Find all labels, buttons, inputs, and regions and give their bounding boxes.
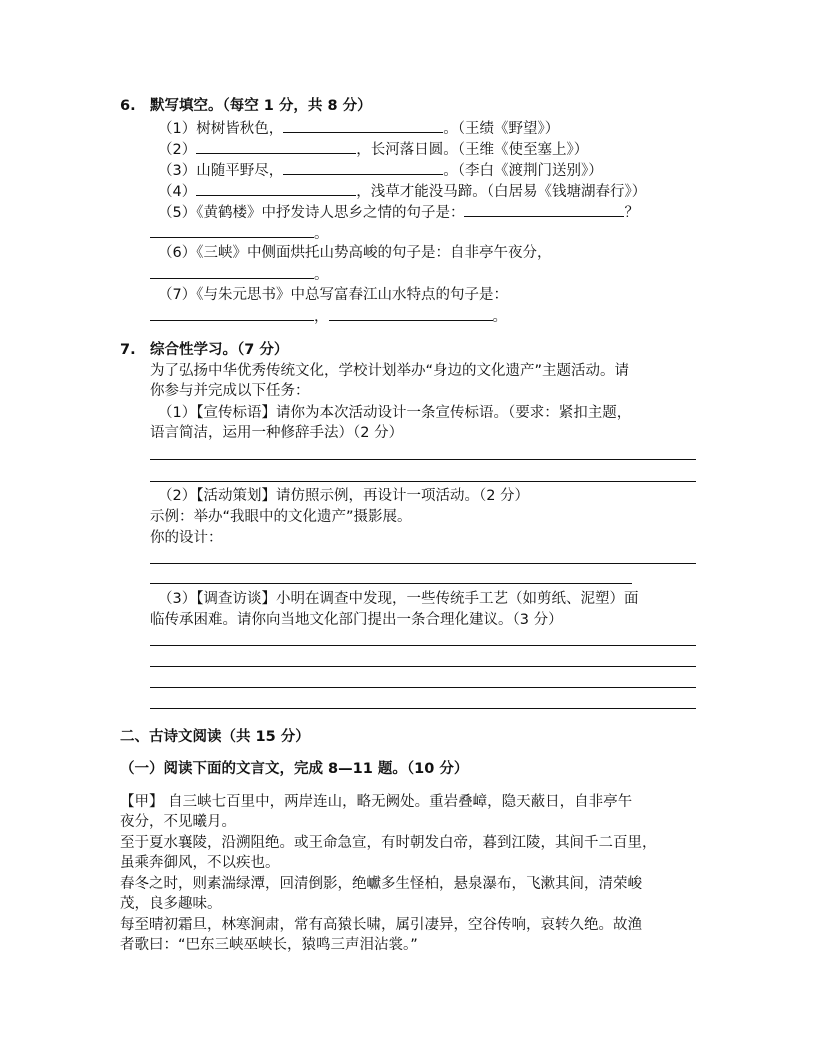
q7-task3-line-1: （3）【调查访谈】小明在调查中发现，一些传统手工艺（如剪纸、泥塑）面 [158,591,639,607]
q6-item-3-text: （3）山随平野尽， [158,163,284,179]
passage-line: 者歌曰：“巴东三峡巫峡长，猿鸣三声泪沾裳。” [120,937,418,953]
q7-intro-line-1: 为了弘扬中华优秀传统文化，学校计划举办“身边的文化遗产”主题活动。请 [150,363,630,379]
q7-task1-line-2: 语言简洁，运用一种修辞手法）（2 分） [150,425,404,441]
q7-intro-line-2: 你参与并完成以下任务： [150,383,310,399]
q6-item-7: （7）《与朱元思书》中总写富春江山水特点的句子是： [158,287,508,303]
section-subheading: （一）阅读下面的文言文，完成 8—11 题。（10 分） [120,761,469,777]
q7-task3-line-2: 临传承困难。请你向当地文化部门提出一条合理化建议。（3 分） [150,612,563,628]
answer-blank[interactable] [150,223,314,238]
passage-line: 春冬之时，则素湍绿潭，回清倒影，绝巘多生怪柏，悬泉瀑布，飞漱其间，清荣峻 [120,876,642,892]
answer-blank[interactable] [150,306,314,321]
q7-task2-yours: 你的设计： [150,530,223,546]
answer-line[interactable] [150,563,696,564]
q6-item-3-source: 。（李白《渡荆门送别》） [443,163,603,179]
q6-item-6-end: 。 [314,267,329,283]
answer-line[interactable] [150,666,696,667]
passage-line: 每至晴初霜旦，林寒涧肃，常有高猿长啸，属引凄异，空谷传响，哀转久绝。故渔 [120,917,642,933]
answer-line[interactable] [150,645,696,646]
answer-blank[interactable] [283,118,443,133]
q6-item-7-cont [150,306,507,328]
q6-item-6: （6）《三峡》中侧面烘托山势高峻的句子是：自非亭午夜分， [158,245,552,261]
passage-line: 茂，良多趣味。 [120,896,222,912]
q6-item-4 [158,181,646,203]
answer-blank[interactable] [196,139,356,154]
q7-task2-line-1: （2）【活动策划】请仿照示例，再设计一项活动。（2 分） [158,488,530,504]
answer-line[interactable] [150,687,696,688]
answer-line[interactable] [150,459,696,460]
q6-item-3 [158,160,603,182]
passage-line: 至于夏水襄陵，沿溯阻绝。或王命急宣，有时朝发白帝，暮到江陵，其间千二百里， [120,835,657,851]
answer-blank[interactable] [150,264,314,279]
q6-item-5 [158,202,639,224]
answer-blank[interactable] [196,181,356,196]
q6-item-2-text: ，长河落日圆。（王维《使至塞上》） [356,142,589,158]
q6-item-2-prefix: （2） [158,142,197,158]
q7-task2-example: 示例：举办“我眼中的文化遗产”摄影展。 [150,509,412,525]
q6-item-5-end: 。 [314,226,329,242]
answer-line[interactable] [150,583,632,584]
passage-line: 虽乘奔御风，不以疾也。 [120,855,280,871]
passage-line: 夜分，不见曦月。 [120,814,236,830]
q6-item-5-mark: ？ [624,205,639,221]
q7-title: 综合性学习。（7 分） [150,342,289,358]
answer-blank[interactable] [464,202,624,217]
answer-line[interactable] [150,708,696,709]
q7-task1-line-1: （1）【宣传标语】请你为本次活动设计一条宣传标语。（要求：紧扣主题， [158,405,632,421]
passage-line: 【甲】 自三峡七百里中，两岸连山，略无阙处。重岩叠嶂，隐天蔽日，自非亭午 [120,794,633,810]
q6-item-7-comma: ， [314,309,329,325]
q6-item-6-cont [150,264,329,286]
q6-item-4-prefix: （4） [158,184,197,200]
answer-blank[interactable] [283,160,443,175]
section-heading: 二、古诗文阅读（共 15 分） [120,729,310,745]
q6-item-4-text: ，浅草才能没马蹄。（白居易《钱塘湖春行》） [356,184,647,200]
q6-number: 6. [120,98,136,114]
q6-item-5-cont [150,223,329,245]
q6-title: 默写填空。（每空 1 分，共 8 分） [150,98,372,114]
q6-item-7-end: 。 [492,309,507,325]
answer-line[interactable] [150,481,696,482]
q6-item-5-text: （5）《黄鹤楼》中抒发诗人思乡之情的句子是： [158,205,465,221]
q6-item-1-text: （1）树树皆秋色， [158,121,284,137]
q6-item-2 [158,139,588,161]
q6-item-1-source: 。（王绩《野望》） [443,121,560,137]
q7-number: 7. [120,342,136,358]
q6-item-1 [158,118,559,140]
answer-blank[interactable] [329,306,493,321]
